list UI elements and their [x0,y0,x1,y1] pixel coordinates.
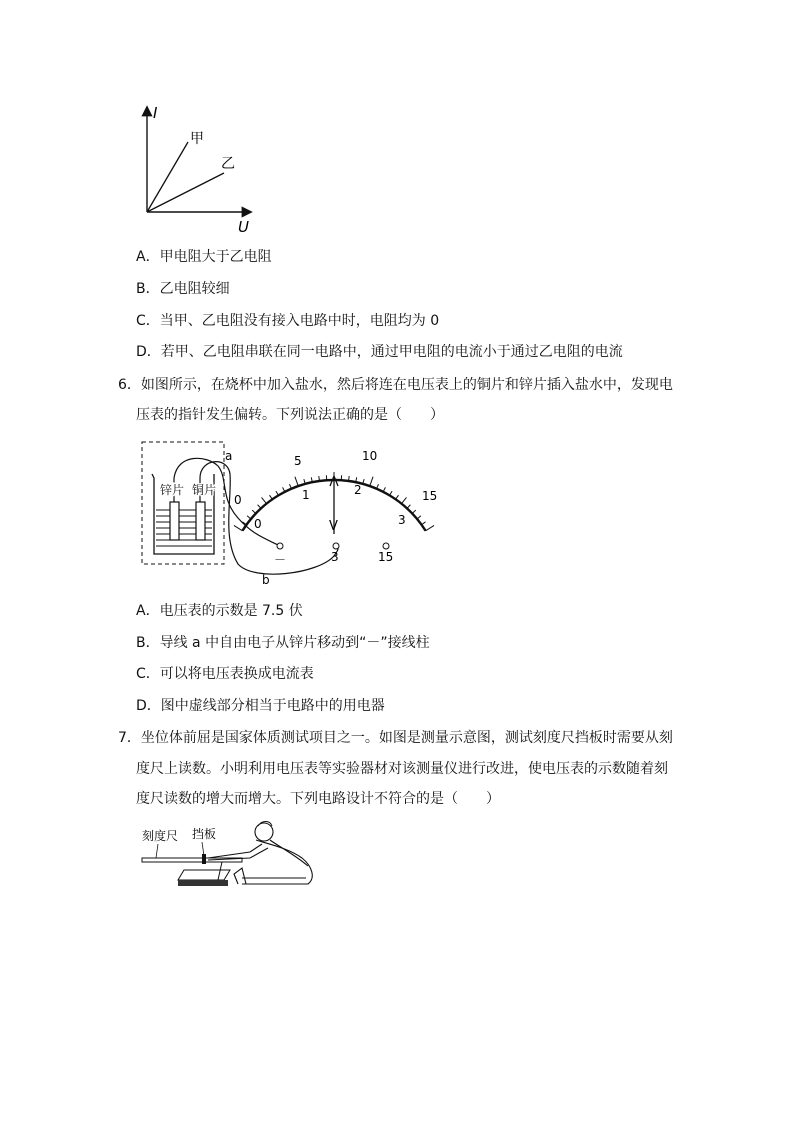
meter-tick [401,497,406,503]
meter-tick [319,476,320,481]
meter-tick [252,510,256,513]
copper-plate [196,502,205,540]
terminal-15-label: 15 [378,550,394,564]
lower-scale-2: 2 [354,483,362,497]
q7-stem-line1: 7．坐位体前屈是国家体质测试项目之一。如图是测量示意图，测试刻度尺挡板时需要从刻 [118,730,673,746]
board [202,854,206,864]
lower-scale-0: 0 [254,517,262,531]
lower-scale-3: 3 [398,513,406,527]
meter-tick [262,497,267,503]
q6-stem-line2: 压表的指针发生偏转。下列说法正确的是（ ） [136,407,444,423]
meter-tick [390,491,393,495]
sit-and-reach-figure [138,818,323,892]
unit-label: V [329,519,338,534]
meter-tick [426,525,434,530]
q6-option-b: B．导线 a 中自由电子从锌片移动到“－”接线柱 [136,635,430,651]
meter-tick [370,477,373,486]
meter-tick [234,525,242,530]
voltmeter-figure [138,438,448,588]
meter-tick [276,491,279,495]
meter-tick [270,495,273,499]
upper-scale-5: 5 [294,454,302,468]
zinc-label: 锌片 [160,483,185,497]
meter-tick [247,516,251,519]
upper-scale-10: 10 [362,449,378,463]
measuring-box [178,870,230,880]
q5-option-b: B．乙电阻较细 [136,281,230,297]
meter-tick [422,522,426,525]
copper-label: 铜片 [192,483,217,497]
meter-tick [349,476,350,481]
upper-scale-15: 15 [422,489,438,503]
lower-scale-1: 1 [302,488,310,502]
q5-option-d: D．若甲、乙电阻串联在同一电路中，通过甲电阻的电流小于通过乙电阻的电流 [136,344,623,360]
wire-a-label: a [225,449,233,463]
q5-option-c: C．当甲、乙电阻没有接入电路中时，电阻均为 0 [136,313,440,329]
meter-tick [412,510,416,513]
meter-tick [295,477,298,486]
y-axis-label: I [153,104,158,122]
terminal-minus [277,543,283,549]
terminal-3-label: 3 [331,550,339,564]
line-jia-label: 甲 [190,131,204,147]
wire-b [200,462,338,574]
terminal-minus-label: － [274,553,287,567]
q6-option-a: A．电压表的示数是 7.5 伏 [136,603,303,619]
iu-graph [120,98,270,233]
meter-tick [417,516,421,519]
terminal-3 [333,543,339,549]
q6-stem-line1: 6．如图所示，在烧杯中加入盐水，然后将连在电压表上的铜片和锌片插入盐水中，发现电 [118,377,673,393]
q7-stem-line2: 度尺上读数。小明利用电压表等实验器材对该测量仪进行改进，使电压表的示数随着刻 [136,761,668,777]
meter-tick [407,505,410,509]
zinc-plate [170,502,179,540]
q6-option-d: D．图中虚线部分相当于电路中的用电器 [136,698,385,714]
board-label: 挡板 [192,827,217,841]
meter-tick [258,505,261,509]
wire-a [174,458,280,546]
q6-option-c: C．可以将电压表换成电流表 [136,666,314,682]
terminal-15 [383,543,389,549]
meter-tick [396,495,399,499]
upper-scale-0: 0 [234,493,242,507]
wire-b-label: b [262,573,270,587]
line-yi-label: 乙 [221,156,235,172]
q5-option-a: A．甲电阻大于乙电阻 [136,249,272,265]
q7-stem-line3: 度尺读数的增大而增大。下列电路设计不符合的是（ ） [136,791,500,807]
x-axis-label: U [238,218,249,233]
ruler-label: 刻度尺 [142,829,179,843]
